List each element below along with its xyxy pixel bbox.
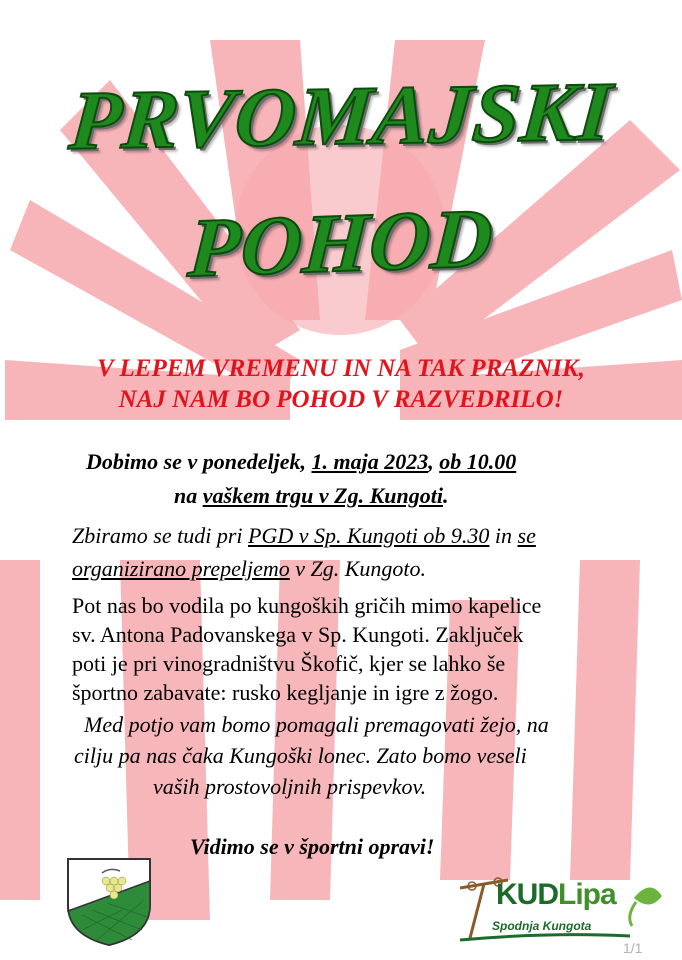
closing-line: Vidimo se v športni opravi! [190, 834, 435, 859]
refreshment-line-1: Med potjo vam bomo pomagali premagovati žejo, na [84, 712, 549, 737]
gathering-e: organizirano prepeljemo [72, 556, 290, 581]
title-line-2: POHOD [185, 191, 497, 296]
meeting-place-prefix: na [174, 483, 203, 508]
kud-lipa-logo-text [496, 878, 616, 912]
gathering-b: PGD v Sp. Kungoti ob 9.30 [248, 523, 490, 548]
municipality-crest-icon [62, 855, 156, 947]
meeting-date-line [86, 448, 516, 476]
gathering-d: se [517, 523, 536, 548]
meeting-place-suffix: . [442, 483, 449, 508]
gathering-f: v Zg. Kungoto. [289, 556, 427, 581]
meeting-place-line [174, 482, 448, 510]
route-line-1: Pot nas bo vodila po kungoških gričih mimo kapelice [72, 593, 542, 618]
refreshment-line-3: vaših prostovoljnih prispevkov. [153, 774, 427, 799]
gathering-c: in [489, 523, 518, 548]
slogan-line-1: V LEPEM VREMENU IN NA TAK PRAZNIK, [97, 355, 585, 382]
page-counter: 1/1 [623, 940, 643, 956]
gathering-line-1 [72, 522, 536, 550]
meeting-place: vaškem trgu v Zg. Kungoti [202, 483, 443, 508]
gathering-line-2 [72, 555, 426, 583]
refreshment-line-2: cilju pa nas čaka Kungoški lonec. Zato bomo veseli [74, 743, 527, 768]
gathering-a: Zbiramo se tudi pri [72, 523, 249, 548]
slogan-line-2: NAJ NAM BO POHOD V RAZVEDRILO! [118, 386, 564, 413]
route-line-3: poti je pri vinogradništvu Škofič, kjer se lahko še [72, 651, 506, 676]
route-line-2: sv. Antona Padovanskega v Sp. Kungoti. Zaključek [72, 622, 524, 647]
meeting-date: 1. maja 2023 [311, 449, 429, 474]
logo-lipa: Lipa [558, 878, 616, 911]
logo-subtitle: Spodnja Kungota [492, 919, 592, 933]
meeting-sep: , [428, 449, 440, 474]
logo-kud: KUD [496, 878, 558, 911]
route-line-4: športno zabavate: rusko kegljanje in igre z žogo. [72, 680, 499, 705]
kud-lipa-logo [450, 868, 670, 948]
title-line-1: PRVOMAJSKI [66, 65, 616, 168]
meeting-prefix: Dobimo se v ponedeljek, [86, 449, 312, 474]
meeting-time: ob 10.00 [439, 449, 517, 474]
